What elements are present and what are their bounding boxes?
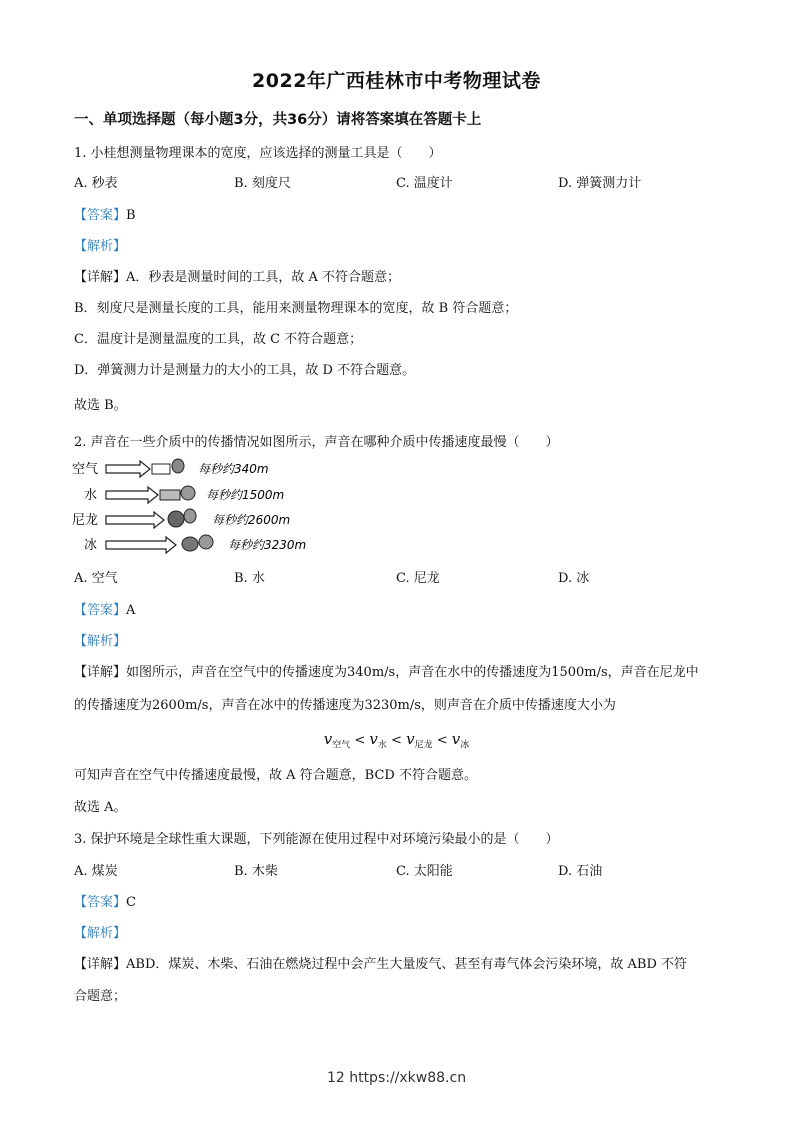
formula-lt-3: < <box>436 733 448 748</box>
figure-nylon-2 <box>184 509 196 523</box>
q2-option-d: D. 冰 <box>558 571 590 586</box>
detail-text: 如图所示，声音在空气中的传播速度为340m/s，声音在水中的传播速度为1500m/s，声音在尼龙中 <box>126 665 699 680</box>
medium-label-ice: 冰 <box>84 538 98 553</box>
q2-detail-1 <box>74 661 699 680</box>
answer-tag: 【答案】 <box>74 603 127 618</box>
speed-label-air: 每秒约340m <box>198 462 269 476</box>
q1-option-b: B. 刻度尺 <box>234 176 291 191</box>
q3-analysis-tag: 【解析】 <box>74 926 127 941</box>
q1-detail-a <box>74 266 400 285</box>
answer-value: C <box>126 895 136 910</box>
question-3-stem: 3. 保护环境是全球性重大课题，下列能源在使用过程中对环境污染最小的是（ ） <box>74 832 559 847</box>
q3-option-d: D. 石油 <box>558 864 603 879</box>
formula-sub-air: 空气 <box>332 740 351 751</box>
medium-label-air: 空气 <box>72 462 99 477</box>
q3-detail-2: 合题意； <box>74 989 127 1004</box>
figure-nylon-1 <box>168 511 184 527</box>
arrow-water <box>106 487 158 503</box>
figure-ice-1 <box>182 537 198 551</box>
q1-analysis-tag: 【解析】 <box>74 239 127 254</box>
formula-lt-2: < <box>391 733 402 748</box>
q1-detail-b: B．刻度尺是测量长度的工具，能用来测量物理课本的宽度，故 B 符合题意； <box>74 301 518 316</box>
formula-sub-ice: 冰 <box>460 740 470 751</box>
q1-option-d: D. 弹簧测力计 <box>558 176 642 191</box>
page-title: 2022年广西桂林市中考物理试卷 <box>252 70 541 92</box>
q1-conclusion: 故选 B。 <box>74 398 127 413</box>
q3-option-b: B. 木柴 <box>234 864 278 879</box>
arrow-ice <box>106 537 176 553</box>
speed-comparison-formula <box>0 730 793 751</box>
answer-value: A <box>126 603 136 618</box>
q1-answer <box>74 204 136 223</box>
q1-option-a: A. 秒表 <box>74 176 118 191</box>
formula-lt-1: < <box>354 733 366 748</box>
q3-option-a: A. 煤炭 <box>74 864 118 879</box>
arrow-nylon <box>106 512 164 528</box>
formula-v4: v <box>451 730 461 748</box>
speed-label-ice: 每秒约3230m <box>228 538 307 552</box>
sound-propagation-figure <box>72 456 332 556</box>
formula-sub-water: 水 <box>377 740 387 751</box>
q2-conclusion: 故选 A。 <box>74 800 127 815</box>
formula-v2: v <box>369 730 378 748</box>
page-footer: 12 https://xkw88.cn <box>326 1070 467 1086</box>
formula-v3: v <box>406 730 415 748</box>
detail-tag: 【详解】 <box>74 270 127 285</box>
answer-tag: 【答案】 <box>74 208 127 223</box>
cart-water <box>160 490 180 500</box>
q3-detail-1 <box>74 953 687 972</box>
answer-value: B <box>126 208 136 223</box>
medium-label-water: 水 <box>84 488 98 503</box>
q2-option-c: C. 尼龙 <box>396 571 440 586</box>
detail-text: ABD．煤炭、木柴、石油在燃烧过程中会产生大量废气、甚至有毒气体会污染环境，故 ABD 不符 <box>126 957 688 972</box>
detail-text: A．秒表是测量时间的工具，故 A 不符合题意； <box>126 270 401 285</box>
speed-label-nylon: 每秒约2600m <box>212 513 291 527</box>
detail-tag: 【详解】 <box>74 665 127 680</box>
q2-detail-3: 可知声音在空气中传播速度最慢，故 A 符合题意，BCD 不符合题意。 <box>74 768 477 783</box>
q2-detail-2: 的传播速度为2600m/s，声音在冰中的传播速度为3230m/s，则声音在介质中传播速度大小为 <box>74 698 616 713</box>
q1-detail-d: D．弹簧测力计是测量力的大小的工具，故 D 不符合题意。 <box>74 363 416 378</box>
answer-tag: 【答案】 <box>74 895 127 910</box>
speed-label-water: 每秒约1500m <box>206 488 285 502</box>
q2-option-b: B. 水 <box>234 571 265 586</box>
figure-water <box>181 486 195 500</box>
formula-v1: v <box>323 730 333 748</box>
cart-air <box>152 464 170 474</box>
q3-answer <box>74 891 136 910</box>
figure-ice-2 <box>199 535 213 549</box>
formula-sub-nylon: 尼龙 <box>414 740 433 751</box>
medium-label-nylon: 尼龙 <box>72 513 99 528</box>
figure-air <box>172 459 184 473</box>
question-1-stem: 1. 小桂想测量物理课本的宽度，应该选择的测量工具是（ ） <box>74 146 442 161</box>
q1-option-c: C. 温度计 <box>396 176 453 191</box>
q2-answer <box>74 599 135 618</box>
q2-option-a: A. 空气 <box>74 571 118 586</box>
q3-option-c: C. 太阳能 <box>396 864 453 879</box>
detail-tag: 【详解】 <box>74 957 127 972</box>
q1-detail-c: C．温度计是测量温度的工具，故 C 不符合题意； <box>74 332 363 347</box>
q2-analysis-tag: 【解析】 <box>74 634 127 649</box>
section-heading: 一、单项选择题（每小题3分，共36分）请将答案填在答题卡上 <box>74 112 482 128</box>
question-2-stem: 2. 声音在一些介质中的传播情况如图所示，声音在哪种介质中传播速度最慢（ ） <box>74 435 559 450</box>
arrow-air <box>106 461 150 477</box>
